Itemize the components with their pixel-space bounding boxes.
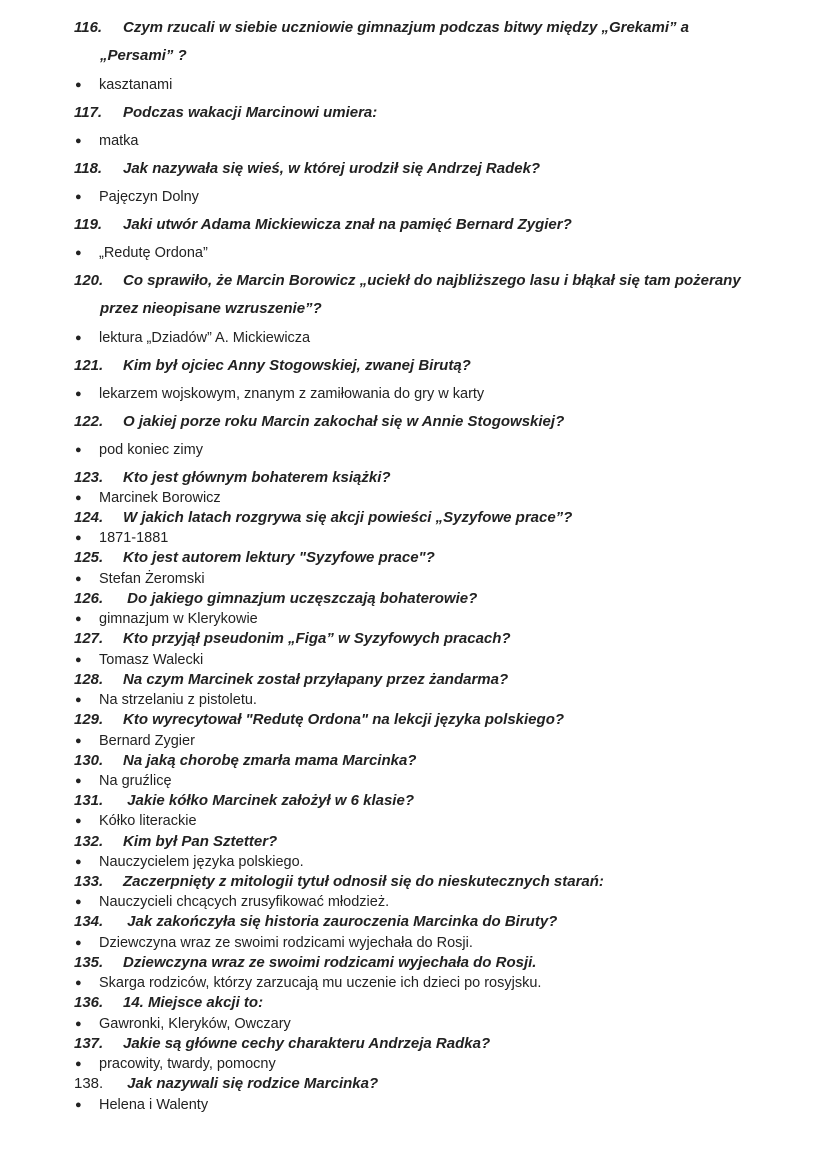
question-number: 133. — [74, 873, 104, 890]
question-135 — [74, 953, 788, 973]
bullet-icon: ● — [75, 388, 82, 400]
answer-116 — [75, 75, 788, 95]
bullet-icon: ● — [75, 79, 82, 91]
answer-118 — [75, 187, 788, 207]
question-number: 118. — [74, 160, 103, 177]
question-number: 126. — [74, 590, 104, 607]
answer-text: Stefan Żeromski — [99, 571, 205, 587]
answer-text: Kółko literackie — [99, 813, 197, 829]
question-133 — [74, 872, 788, 892]
answer-126 — [75, 609, 788, 629]
question-text: Jaki utwór Adama Mickiewicza znał na pamięć Bernard Zygier? — [123, 216, 572, 233]
answer-135 — [75, 973, 788, 993]
question-125 — [74, 548, 788, 568]
question-text: Dziewczyna wraz ze swoimi rodzicami wyjechała do Rosji. — [123, 954, 537, 971]
question-number: 136. — [74, 994, 104, 1011]
question-text: Co sprawiło, że Marcin Borowicz „uciekł do najbliższego lasu i błąkał się tam pożerany — [123, 272, 741, 289]
bullet-icon: ● — [75, 735, 82, 747]
question-text-continued: przez nieopisane wzruszenie”? — [100, 300, 322, 317]
question-text: Jakie kółko Marcinek założył w 6 klasie? — [123, 792, 414, 809]
question-124 — [74, 508, 788, 528]
answer-text: lektura „Dziadów” A. Mickiewicza — [99, 330, 311, 346]
bullet-icon: ● — [75, 937, 82, 949]
answer-124 — [75, 528, 788, 548]
question-number: 137. — [74, 1035, 104, 1052]
question-121 — [74, 352, 788, 380]
question-123 — [74, 468, 788, 488]
answer-text: Na strzelaniu z pistoletu. — [99, 692, 257, 708]
answer-text: Dziewczyna wraz ze swoimi rodzicami wyjechała do Rosji. — [99, 935, 473, 951]
bullet-icon: ● — [75, 856, 82, 868]
answer-117 — [75, 131, 788, 151]
answer-131 — [75, 811, 788, 831]
bullet-icon: ● — [75, 815, 82, 827]
bullet-icon: ● — [75, 654, 82, 666]
question-number: 121. — [74, 357, 104, 374]
question-text: Kto przyjął pseudonim „Figa” w Syzyfowych pracach? — [123, 630, 511, 647]
question-122 — [74, 408, 788, 436]
question-116 — [74, 14, 788, 70]
answer-text: Bernard Zygier — [99, 733, 195, 749]
answer-130 — [75, 771, 788, 791]
question-text: Na czym Marcinek został przyłapany przez żandarma? — [123, 671, 509, 688]
question-text: 14. Miejsce akcji to: — [123, 994, 264, 1011]
question-text: Na jaką chorobę zmarła mama Marcinka? — [123, 752, 417, 769]
question-number: 125. — [74, 549, 104, 566]
answer-text: 1871-1881 — [99, 530, 169, 546]
question-text: Kim był Pan Sztetter? — [123, 833, 278, 850]
answer-text: Gawronki, Kleryków, Owczary — [99, 1016, 291, 1032]
question-number: 122. — [74, 413, 104, 430]
answer-123 — [75, 488, 788, 508]
question-number: 138. — [74, 1075, 104, 1092]
answer-125 — [75, 569, 788, 589]
answer-text: Nauczycielem języka polskiego. — [99, 854, 304, 870]
answer-122 — [75, 440, 788, 460]
question-118 — [74, 155, 788, 183]
bullet-icon: ● — [75, 332, 82, 344]
answer-121 — [75, 384, 788, 404]
question-number: 135. — [74, 954, 104, 971]
question-text: Kto wyrecytował "Redutę Ordona" na lekcji języka polskiego? — [123, 711, 565, 728]
question-number: 120. — [74, 272, 104, 289]
question-text: W jakich latach rozgrywa się akcji powieści „Syzyfowe prace”? — [123, 509, 573, 526]
question-130 — [74, 751, 788, 771]
question-134 — [74, 912, 788, 932]
answer-text: Skarga rodziców, którzy zarzucają mu uczenie ich dzieci po rosyjsku. — [99, 975, 542, 991]
question-number: 134. — [74, 913, 104, 930]
question-text: Do jakiego gimnazjum uczęszczają bohaterowie? — [123, 590, 478, 607]
question-number: 128. — [74, 671, 104, 688]
bullet-icon: ● — [75, 775, 82, 787]
question-number: 116. — [74, 19, 103, 36]
question-number: 129. — [74, 711, 104, 728]
question-132 — [74, 832, 788, 852]
answer-text: Pajęczyn Dolny — [99, 189, 199, 205]
question-number: 127. — [74, 630, 104, 647]
question-number: 132. — [74, 833, 104, 850]
question-number: 117. — [74, 104, 103, 121]
bullet-icon: ● — [75, 492, 82, 504]
question-text: Kim był ojciec Anny Stogowskiej, zwanej Birutą? — [123, 357, 471, 374]
answer-text: Marcinek Borowicz — [99, 490, 221, 506]
answer-137 — [75, 1054, 788, 1074]
question-number: 124. — [74, 509, 104, 526]
question-text: Jakie są główne cechy charakteru Andrzeja Radka? — [123, 1035, 491, 1052]
question-text-continued: „Persami” ? — [100, 47, 187, 64]
bullet-icon: ● — [75, 1018, 82, 1030]
answer-127 — [75, 650, 788, 670]
answer-text: lekarzem wojskowym, znanym z zamiłowania do gry w karty — [99, 386, 485, 402]
bullet-icon: ● — [75, 573, 82, 585]
bullet-icon: ● — [75, 977, 82, 989]
question-138 — [74, 1074, 788, 1094]
question-126 — [74, 589, 788, 609]
bullet-icon: ● — [75, 1058, 82, 1070]
answer-134 — [75, 933, 788, 953]
answer-120 — [75, 328, 788, 348]
bullet-icon: ● — [75, 896, 82, 908]
question-128 — [74, 670, 788, 690]
answer-text: Tomasz Walecki — [99, 652, 204, 668]
bullet-icon: ● — [75, 191, 82, 203]
answer-text: Helena i Walenty — [99, 1097, 209, 1113]
question-129 — [74, 710, 788, 730]
bullet-icon: ● — [75, 1099, 82, 1111]
answer-text: „Redutę Ordona” — [99, 245, 208, 261]
answer-128 — [75, 690, 788, 710]
answer-119 — [75, 243, 788, 263]
question-text: Jak zakończyła się historia zauroczenia Marcinka do Biruty? — [123, 913, 558, 930]
bullet-icon: ● — [75, 613, 82, 625]
question-text: Zaczerpnięty z mitologii tytuł odnosił się do nieskutecznych starań: — [123, 873, 604, 890]
answer-132 — [75, 852, 788, 872]
bullet-icon: ● — [75, 532, 82, 544]
question-136 — [74, 993, 788, 1013]
question-number: 130. — [74, 752, 104, 769]
bullet-icon: ● — [75, 694, 82, 706]
answer-129 — [75, 731, 788, 751]
question-number: 123. — [74, 469, 104, 486]
answer-text: pracowity, twardy, pomocny — [99, 1056, 276, 1072]
question-119 — [74, 211, 788, 239]
question-137 — [74, 1034, 788, 1054]
question-text: O jakiej porze roku Marcin zakochał się w Annie Stogowskiej? — [123, 413, 565, 430]
answer-text: kasztanami — [99, 77, 173, 93]
answer-text: Na gruźlicę — [99, 773, 172, 789]
question-text: Jak nazywali się rodzice Marcinka? — [123, 1075, 379, 1092]
bullet-icon: ● — [75, 247, 82, 259]
question-number: 119. — [74, 216, 103, 233]
answer-133 — [75, 892, 788, 912]
answer-text: Nauczycieli chcących zrusyfikować młodzież. — [99, 894, 390, 910]
question-text: Kto jest głównym bohaterem książki? — [123, 469, 391, 486]
answer-text: gimnazjum w Klerykowie — [99, 611, 258, 627]
question-text: Kto jest autorem lektury "Syzyfowe prace"? — [123, 549, 435, 566]
bullet-icon: ● — [75, 444, 82, 456]
question-number: 131. — [74, 792, 104, 809]
question-131 — [74, 791, 788, 811]
question-127 — [74, 629, 788, 649]
question-text: Czym rzucali w siebie uczniowie gimnazjum podczas bitwy między „Grekami” a — [123, 19, 689, 36]
answer-136 — [75, 1014, 788, 1034]
question-text: Podczas wakacji Marcinowi umiera: — [123, 104, 378, 121]
question-117 — [74, 99, 788, 127]
answer-138 — [75, 1095, 788, 1115]
answer-text: matka — [99, 133, 139, 149]
bullet-icon: ● — [75, 135, 82, 147]
question-120 — [74, 267, 788, 323]
question-text: Jak nazywała się wieś, w której urodził się Andrzej Radek? — [123, 160, 541, 177]
answer-text: pod koniec zimy — [99, 442, 203, 458]
